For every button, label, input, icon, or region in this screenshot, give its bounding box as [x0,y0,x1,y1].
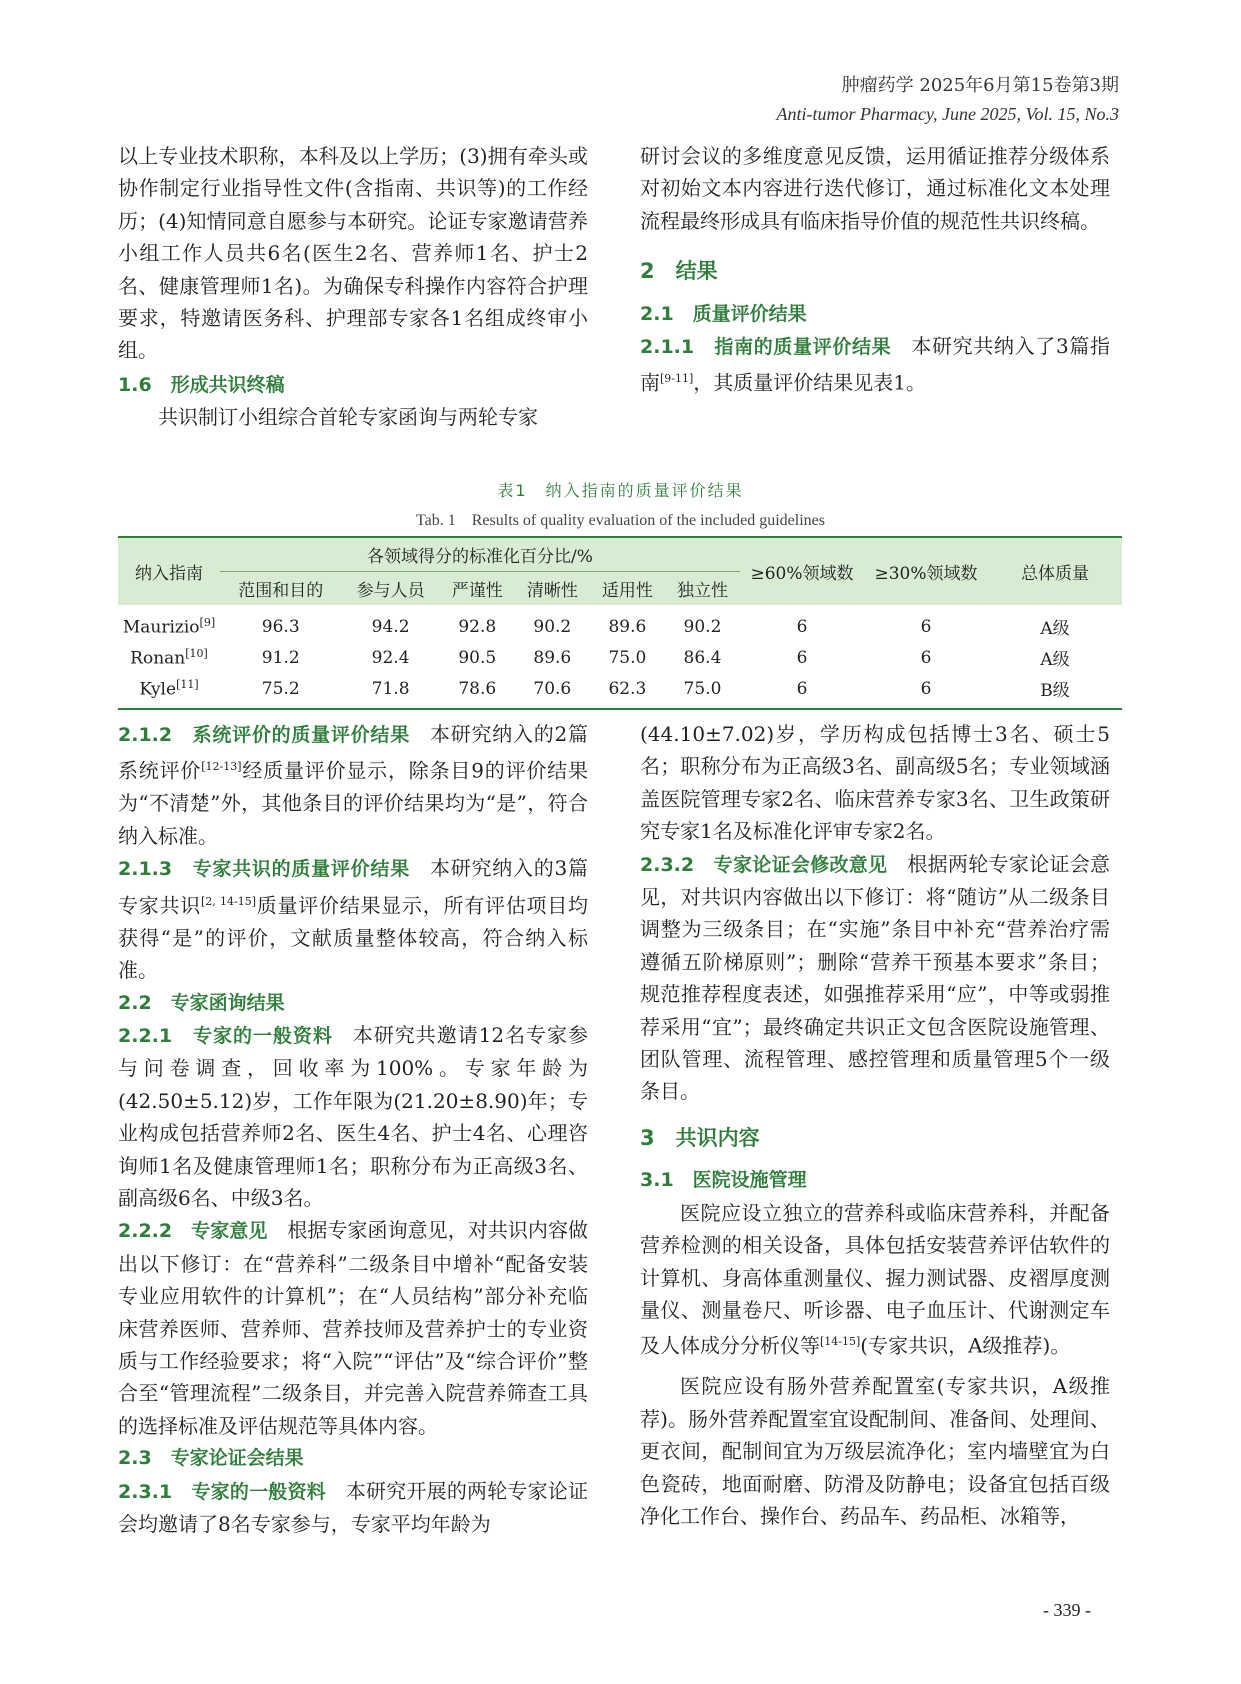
paragraph: 2.2.1 专家的一般资料 本研究共邀请12名专家参与问卷调查，回收率为100%。专家年龄为(42.50±5.12)岁，工作年限为(21.20±8.90)年；专业构成包括营养师2名、医生4名、护士4名、心理咨询师1名及健康管理师1名；职称分布为正高级3名、副高级6名、中级3名。 [118,1022,588,1210]
paragraph: 2.1.1 指南的质量评价结果 本研究共纳入了3篇指南[9-11]，其质量评价结果见表1。 [640,334,1110,396]
citation: [12-13] [201,760,242,774]
section-heading-2-3-2: 2.3.2 专家论证会修改意见 [640,853,888,876]
paragraph: 共识制订小组综合首轮专家函询与两轮专家 [158,405,538,430]
cell: 96.3 [261,616,300,637]
citation: [14-15] [820,1335,861,1349]
cell: 91.2 [261,647,300,668]
bottom-left-column [118,718,588,1540]
cell: 6 [796,647,808,668]
col-header-60: ≥60%领域数 [750,564,854,584]
cell: 75.2 [220,673,341,709]
paragraph: 医院应设立独立的营养科或临床营养科，并配备营养检测的相关设备，具体包括安装营养评估软件的计算机、身高体重测量仪、握力测试器、皮褶厚度测量仪、测量卷尺、听诊器、电子血压计、代谢测定车及人体成分分析仪等[14-15](专家共识，A级推荐)。 [640,1200,1110,1358]
table-caption-cn: 表1 纳入指南的质量评价结果 [497,481,744,500]
row-label: Maurizio[9] [122,615,216,638]
cell: 92.4 [371,647,410,668]
col-header-clarity: 清晰性 [515,572,590,606]
row-label: Kyle[11] [118,673,220,709]
col-header-guide: 纳入指南 [135,564,203,584]
paragraph: 2.3.2 专家论证会修改意见 根据两轮专家论证会意见，对共识内容做出以下修订：将“随访”从二级条目调整为三级条目；在“实施”条目中补充“营养治疗需遵循五阶梯原则”；删除“营养干预基本要求”条目；规范推荐程度表述，如强推荐采用“应”，中等或弱推荐采用“宜”；最终确定共识正文包含医院设施管理、团队管理、流程管理、感控管理和质量管理5个一级条目。 [640,851,1110,1104]
table-row [118,605,1122,642]
section-heading-2-1: 2.1 质量评价结果 [640,302,807,325]
top-right-column [640,140,1110,400]
cell: 75.0 [665,673,740,709]
table-caption-en: Tab. 1 Results of quality evaluation of the included guidelines [415,512,826,529]
section-heading-1-6: 1.6 形成共识终稿 [118,373,285,396]
paragraph: 研讨会议的多维度意见反馈，运用循证推荐分级体系对初始文本内容进行迭代修订，通过标准化文本处理流程最终形成具有临床指导价值的规范性共识终稿。 [640,144,1110,233]
section-heading-2-1-3: 2.1.3 专家共识的质量评价结果 [118,858,410,881]
col-header-participants: 参与人员 [341,572,439,606]
section-heading-2-3: 2.3 专家论证会结果 [118,1447,304,1470]
cell: 90.5 [458,647,497,668]
cell: 6 [864,673,988,709]
cell: 90.2 [533,616,572,637]
cell: A级 [1040,650,1070,670]
section-heading-3: 3 共识内容 [640,1125,760,1150]
paragraph: (44.10±7.02)岁，学历构成包括博士3名、硕士5名；职称分布为正高级3名、副高级5名；专业领域涵盖医院管理专家2名、临床营养专家3名、卫生政策研究专家1名及标准化评审专家2名。 [640,722,1110,844]
journal-title-cn: 肿瘤药学 2025年6月第15卷第3期 [841,75,1119,96]
section-heading-2-3-1: 2.3.1 专家的一般资料 [118,1480,326,1503]
paragraph: 2.2.2 专家意见 根据专家函询意见，对共识内容做出以下修订：在“营养科”二级条目中增补“配备安装专业应用软件的计算机”；在“人员结构”部分补充临床营养医师、营养师、营养技师及营养护士的专业资质与工作经验要求；将“入院”“评估”及“综合评价”整合至“管理流程”二级条目，并完善入院营养筛查工具的选择标准及评估规范等具体内容。 [118,1218,588,1438]
cell: 6 [920,616,932,637]
section-heading-2-2: 2.2 专家函询结果 [118,991,285,1014]
page-number: - 339 - [1043,1600,1091,1620]
section-heading-2-2-1: 2.2.1 专家的一般资料 [118,1024,333,1047]
cell: 89.6 [533,647,572,668]
citation: [9-11] [660,372,694,386]
journal-title-en: Anti-tumor Pharmacy, June 2025, Vol. 15, No.3 [776,104,1119,124]
row-label: Ronan[10] [130,646,208,669]
col-header-overall: 总体质量 [1021,564,1089,584]
table-row [118,642,1122,673]
section-heading-2-1-1: 2.1.1 指南的质量评价结果 [640,336,892,359]
journal-header [777,72,1119,128]
cell: A级 [1040,619,1070,639]
section-heading-3-1: 3.1 医院设施管理 [640,1169,807,1192]
col-header-scope: 范围和目的 [220,572,341,606]
section-heading-2-2-2: 2.2.2 专家意见 [118,1220,268,1243]
paragraph: 2.3.1 专家的一般资料 本研究开展的两轮专家论证会均邀请了8名专家参与，专家平均年龄为 [118,1478,588,1537]
col-header-group: 各领域得分的标准化百分比/% [367,547,593,567]
cell: 78.6 [440,673,515,709]
col-header-30: ≥30%领域数 [874,564,978,584]
cell: 92.8 [458,616,497,637]
citation: [2, 14-15] [201,894,257,908]
cell: 90.2 [683,616,722,637]
paragraph: 医院应设有肠外营养配置室(专家共识，A级推荐)。肠外营养配置室宜设配制间、准备间、处理间、更衣间，配制间宜为万级层流净化；室内墙壁宜为白色瓷砖，地面耐磨、防滑及防静电；设备宜包括百级净化工作台、操作台、药品车、药品柜、冰箱等， [640,1374,1110,1528]
cell: 70.6 [515,673,590,709]
quality-evaluation-table [118,536,1122,710]
cell: 6 [796,616,808,637]
cell: 89.6 [608,616,647,637]
paragraph: 以上专业技术职称，本科及以上学历；(3)拥有牵头或协作制定行业指导性文件(含指南、共识等)的工作经历；(4)知情同意自愿参与本研究。论证专家邀请营养小组工作人员共6名(医生2名、营养师1名、护士2名、健康管理师1名)。为确保专科操作内容符合护理要求，特邀请医务科、护理部专家各1名组成终审小组。 [118,144,588,363]
section-heading-2: 2 结果 [640,259,718,284]
cell: 6 [920,647,932,668]
col-header-independence: 独立性 [665,572,740,606]
cell: 6 [740,673,864,709]
cell: 71.8 [341,673,439,709]
section-heading-2-1-2: 2.1.2 系统评价的质量评价结果 [118,724,410,746]
cell: 86.4 [683,647,722,668]
cell: 94.2 [371,616,410,637]
col-header-applicability: 适用性 [590,572,665,606]
cell: 62.3 [590,673,665,709]
cell: 75.0 [608,647,647,668]
bottom-right-column [640,718,1110,1532]
table-row [118,673,1122,709]
top-left-column [118,140,588,434]
cell: B级 [988,673,1122,709]
col-header-rigor: 严谨性 [440,572,515,606]
paragraph: 2.1.3 专家共识的质量评价结果 本研究纳入的3篇专家共识[2, 14-15]质量评价结果显示，所有评估项目均获得“是”的评价，文献质量整体较高，符合纳入标准。 [118,856,589,983]
paragraph: 2.1.2 系统评价的质量评价结果 本研究纳入的2篇系统评价[12-13]经质量评价显示，除条目9的评价结果为“不清楚”外，其他条目的评价结果均为“是”，符合纳入标准。 [118,722,588,848]
